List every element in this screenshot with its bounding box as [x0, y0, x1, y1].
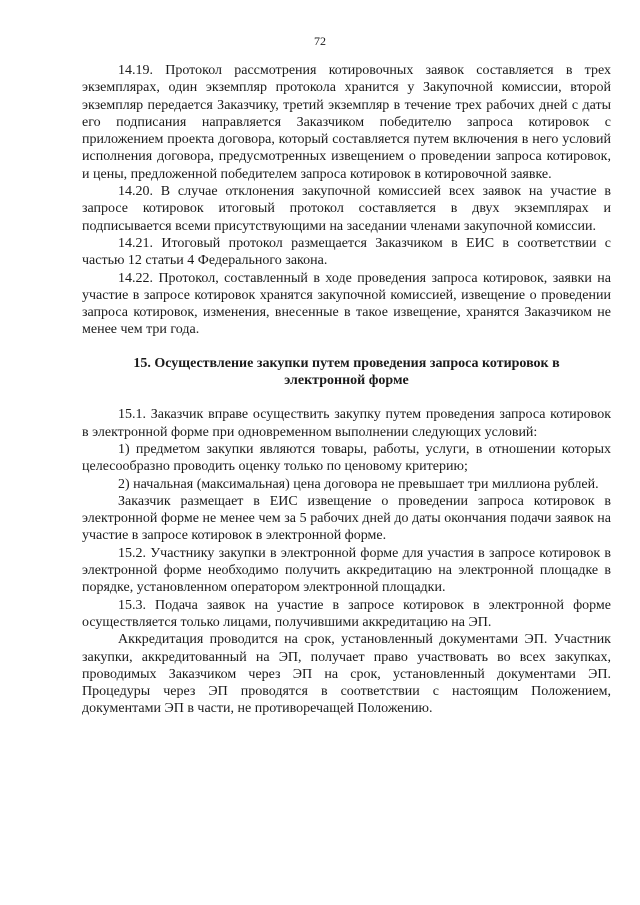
paragraph-15-3: 15.3. Подача заявок на участие в запросе котировок в электронной форме осуществляется только лицами, получившими аккредитацию на ЭП. [82, 597, 611, 630]
paragraph-15-1: 15.1. Заказчик вправе осуществить закупку путем проведения запроса котировок в электронной форме при одновременном выполнении следующих условий: [82, 407, 611, 440]
page-number: 72 [314, 34, 326, 48]
paragraph-14-22: 14.22. Протокол, составленный в ходе проведения запроса котировок, заявки на участие в запросе котировок хранятся закупочной комиссией, извещение о проведении запроса котировок, изменения, внесенные в такое извещение, хранятся Заказчиком не менее чем три года. [82, 270, 611, 338]
section-heading-line1: 15. Осуществление закупки путем проведения запроса котировок в [133, 355, 560, 371]
paragraph-15-2: 15.2. Участнику закупки в электронной форме для участия в запросе котировок в электронной форме необходимо получить аккредитацию на электронной площадке в порядке, установленном оператором электронной площадки. [82, 545, 611, 596]
paragraph-15-1-notice: Заказчик размещает в ЕИС извещение о проведении запроса котировок в электронной форме не менее чем за 5 рабочих дней до даты окончания подачи заявок на участие в запросе котировок в электронной форме. [82, 493, 611, 544]
paragraph-15-1-item-2: 2) начальная (максимальная) цена договора не превышает три миллиона рублей. [118, 476, 599, 492]
paragraph-14-21: 14.21. Итоговый протокол размещается Заказчиком в ЕИС в соответствии с частью 12 статьи 4 Федерального закона. [82, 235, 611, 269]
section-heading-line2: электронной форме [284, 373, 409, 389]
paragraph-14-20: 14.20. В случае отклонения закупочной комиссией всех заявок на участие в запросе котировок итоговый протокол составляется в двух экземплярах и подписывается всеми присутствующими на заседании членами закупочной комиссии. [82, 184, 611, 234]
document-body [82, 62, 611, 718]
paragraph-14-19: 14.19. Протокол рассмотрения котировочных заявок составляется в трех экземплярах, один экземпляр протокола хранится у Закупочной комиссии, второй экземпляр передается Заказчику, третий экземпляр в течение трех рабочих дней с даты его подписания направляется Заказчиком победителю запроса котировок с приложением проекта договора, который составляется путем включения в него условий исполнения договора, предусмотренных извещением о проведении запроса котировок, и цены, предложенной победителем запроса котировок в котировочной заявке. [82, 63, 611, 182]
paragraph-15-1-item-1: 1) предметом закупки являются товары, работы, услуги, в отношении которых целесообразно проводить оценку только по ценовому критерию; [82, 441, 611, 475]
paragraph-accreditation: Аккредитация проводится на срок, установленный документами ЭП. Участник закупки, аккредитованный на ЭП, получает право участвовать во всех закупках, проводимых Заказчиком через ЭП на срок, установленный документами ЭП. Процедуры через ЭП проводятся в соответствии с настоящим Положением, документами ЭП в части, не противоречащей Положению. [82, 632, 611, 717]
section-heading [82, 355, 611, 390]
